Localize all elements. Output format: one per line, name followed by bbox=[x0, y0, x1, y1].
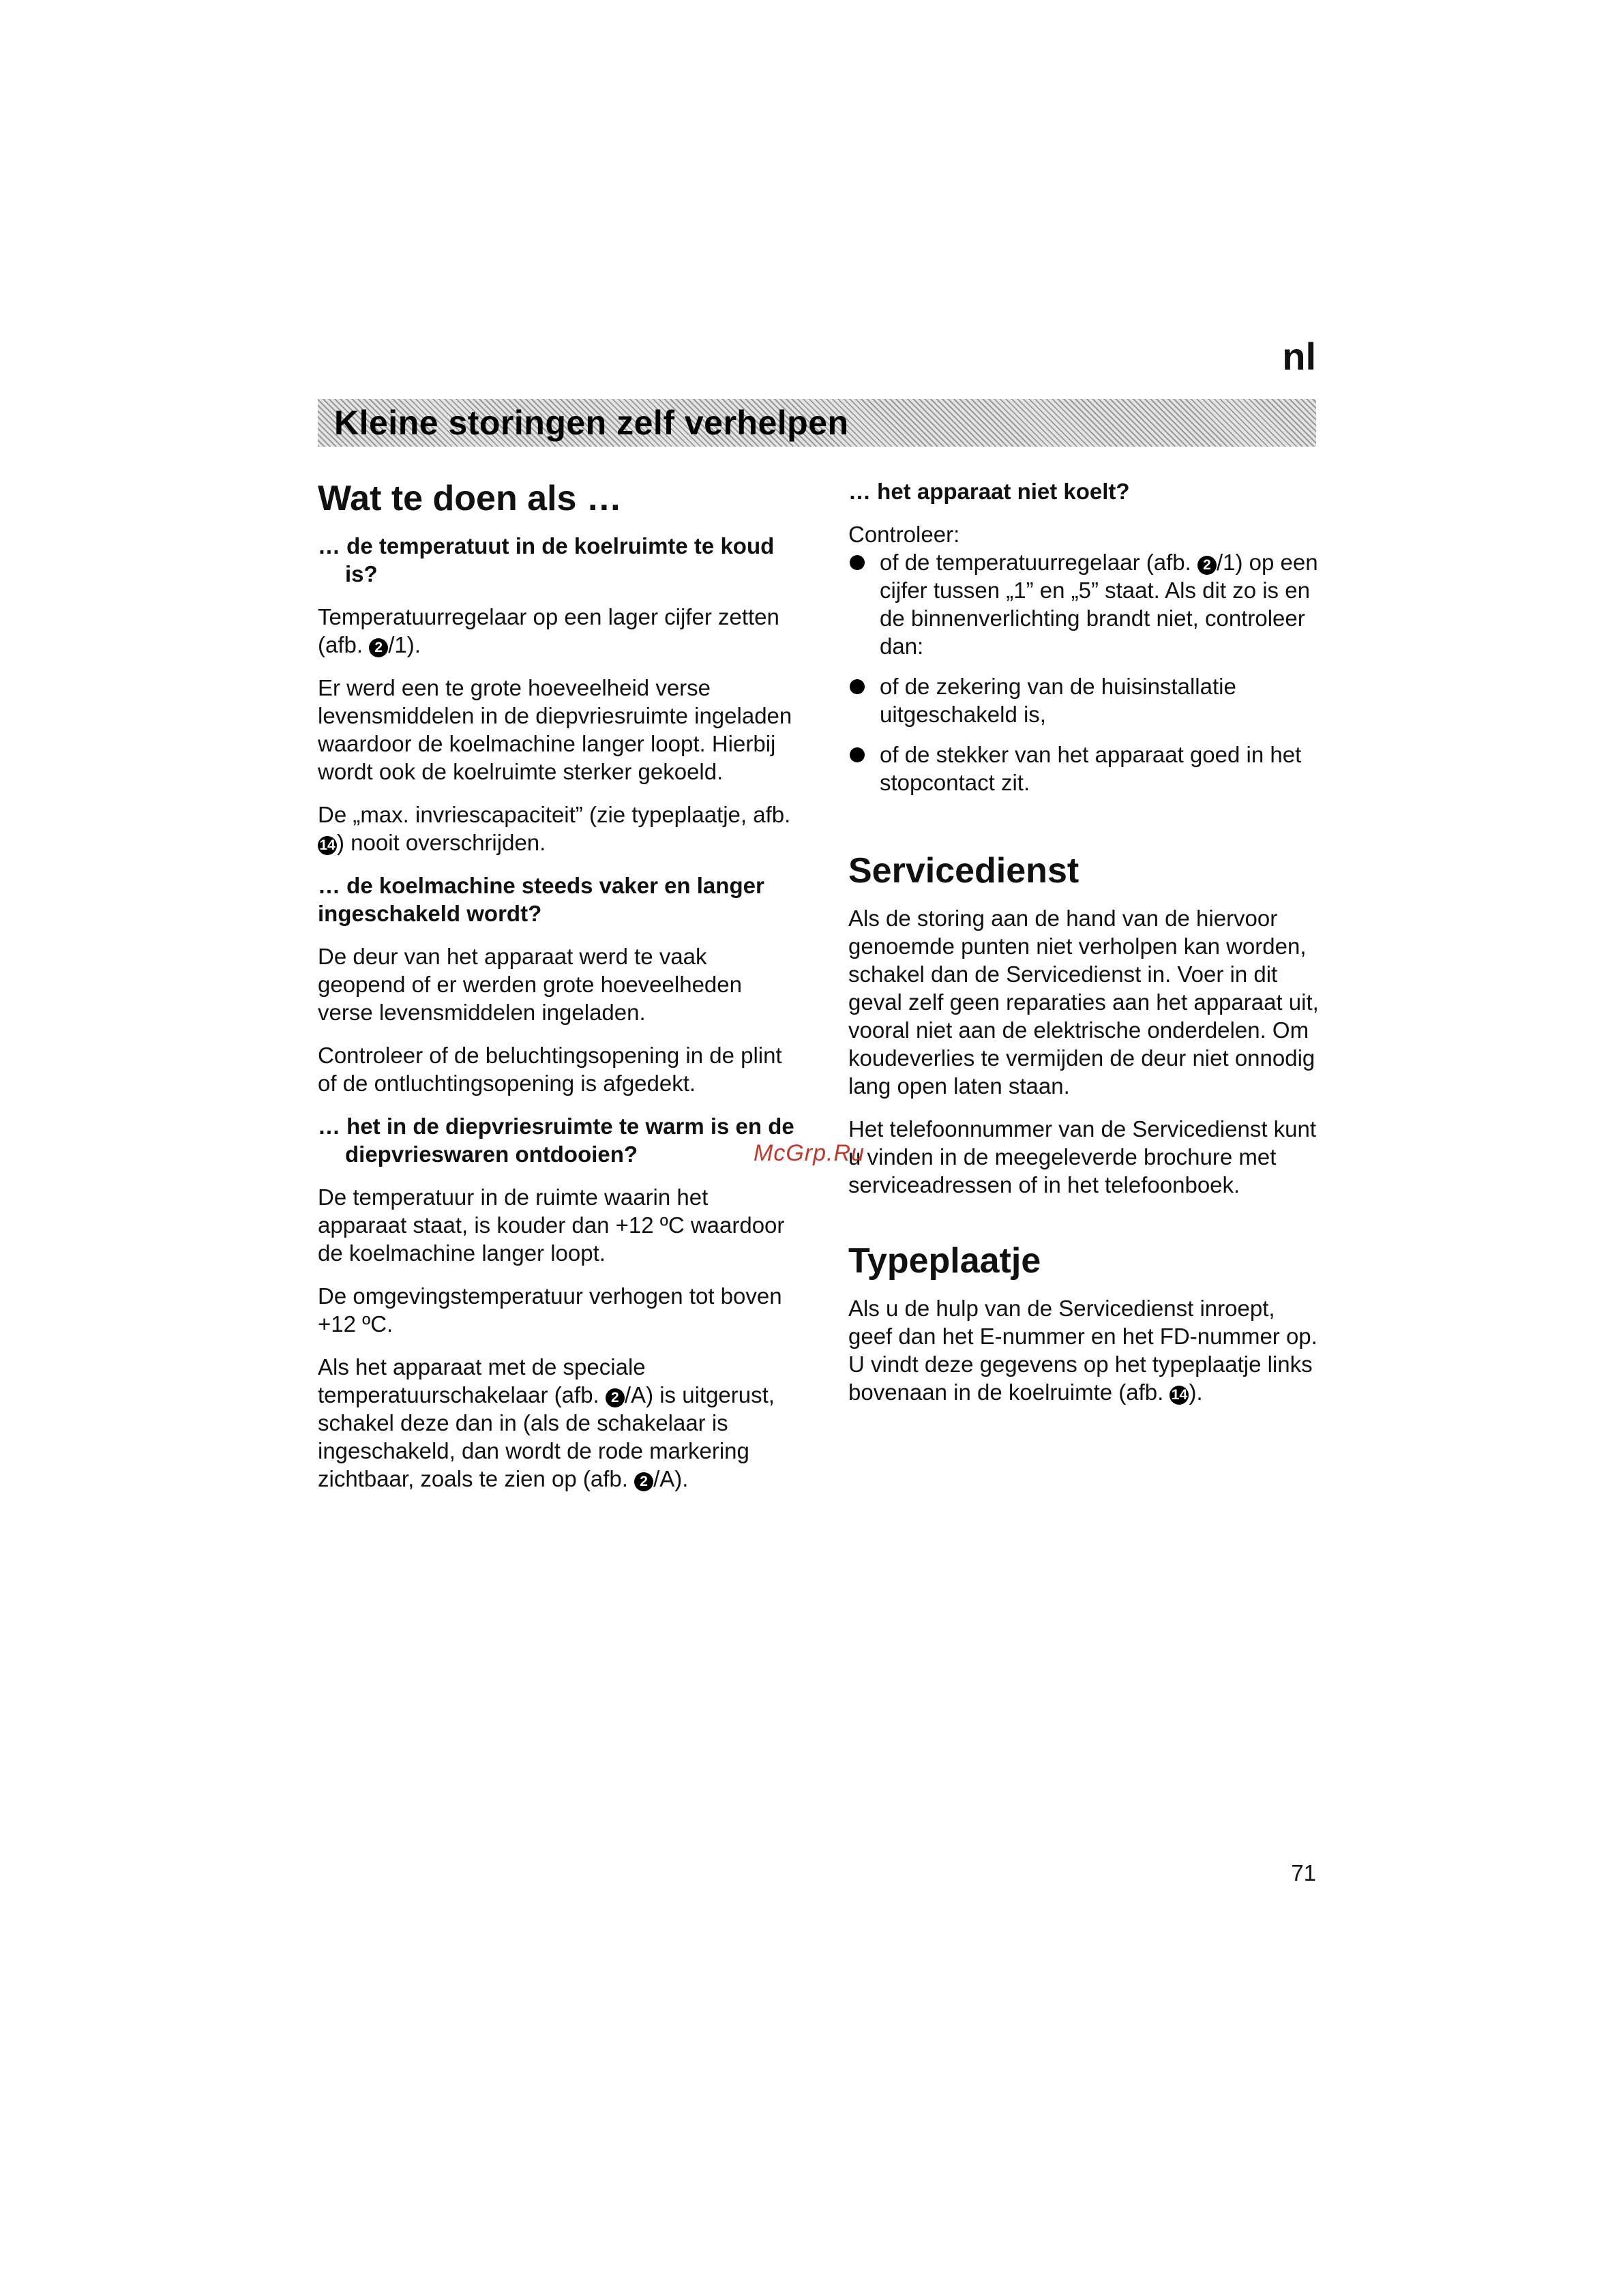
figure-ref-badge: 2 bbox=[606, 1388, 625, 1407]
question-koelmachine: … de koelmachine steeds vaker en langer ingeschakeld wordt? bbox=[318, 873, 764, 926]
figure-ref-badge: 14 bbox=[1170, 1386, 1189, 1405]
bullet-icon bbox=[850, 679, 865, 694]
heading-servicedienst: Servicedienst bbox=[848, 851, 1079, 891]
question-te-warm: … het in de diepvriesruimte te warm is en de diepvrieswaren ontdooien? bbox=[318, 1114, 794, 1167]
bullet-icon bbox=[850, 555, 865, 570]
paragraph: Als u de hulp van de Servicedienst inroept, geef dan het E-nummer en het FD-nummer op. U vindt deze gegevens op het typeplaatje links bovenaan in de koelruimte (afb. 14). bbox=[848, 1296, 1317, 1405]
question-niet-koelt: … het apparaat niet koelt? bbox=[848, 479, 1130, 504]
figure-ref-badge: 2 bbox=[1197, 556, 1217, 575]
paragraph: Temperatuurregelaar op een lager cijfer zetten (afb. 2 /1). bbox=[318, 604, 779, 657]
controleer-label: Controleer: bbox=[848, 522, 960, 547]
banner-title: Kleine storingen zelf verhelpen bbox=[334, 404, 849, 442]
paragraph: Controleer of de beluchtingsopening in de plint of de ontluchtingsopening is afgedekt. bbox=[318, 1043, 782, 1096]
check-list bbox=[848, 548, 1319, 796]
paragraph: De omgevingstemperatuur verhogen tot boven +12 ºC. bbox=[318, 1283, 782, 1337]
heading-typeplaatje: Typeplaatje bbox=[848, 1241, 1041, 1281]
figure-ref-badge: 14 bbox=[318, 836, 337, 855]
watermark: McGrp.Ru bbox=[754, 1140, 865, 1166]
paragraph: Het telefoonnummer van de Servicedienst kunt u vinden in de meegeleverde brochure met serviceadressen of in het telefoonboek. bbox=[848, 1116, 1317, 1197]
page-number: 71 bbox=[1291, 1860, 1316, 1885]
figure-ref-badge: 2 bbox=[634, 1472, 653, 1491]
language-tag: nl bbox=[1282, 335, 1316, 378]
paragraph: De deur van het apparaat werd te vaak geopend of er werden grote hoeveelheden verse levensmiddelen ingeladen. bbox=[318, 944, 742, 1025]
heading-wat-te-doen: Wat te doen als … bbox=[318, 479, 622, 518]
question-te-koud: … de temperatuut in de koelruimte te koud is? bbox=[318, 533, 775, 586]
paragraph: Als de storing aan de hand van de hiervoor genoemde punten niet verholpen kan worden, schakel dan de Servicedienst in. Voer in dit geval zelf geen reparaties aan het apparaat uit, vooral niet aan de elektrische onderdelen. Om koudeverlies te vermijden de deur niet onnodig lang open laten staan. bbox=[848, 906, 1319, 1099]
paragraph: Er werd een te grote hoeveelheid verse levensmiddelen in de diepvriesruimte ingeladen waardoor de koelmachine langer loopt. Hierbij wordt ook de koelruimte sterker gekoeld. bbox=[318, 675, 792, 784]
left-column bbox=[318, 477, 795, 1493]
paragraph: De temperatuur in de ruimte waarin het apparaat staat, is kouder dan +12 ºC waardoor de koelmachine langer loopt. bbox=[318, 1184, 785, 1266]
section-banner bbox=[318, 399, 1316, 447]
paragraph: Als het apparaat met de speciale temperatuurschakelaar (afb. 2 /A) is uitgerust, schakel deze dan in (als de schakelaar is ingeschakeld, dan wordt de rode markering zichtbaar, zoals te zien op (afb. 2 /A). bbox=[318, 1354, 775, 1491]
figure-ref-badge: 2 bbox=[369, 638, 388, 657]
list-item: of de temperatuurregelaar (afb. 2 /1) op een cijfer tussen „1” en „5” staat. Als dit zo is en de binnenverlichting brandt niet, controleer dan: bbox=[848, 548, 1319, 660]
list-item: of de zekering van de huisinstallatie uitgeschakeld is, bbox=[848, 672, 1319, 728]
bullet-icon bbox=[850, 747, 865, 762]
list-item: of de stekker van het apparaat goed in het stopcontact zit. bbox=[848, 741, 1319, 796]
right-column bbox=[848, 477, 1319, 1406]
paragraph: De „max. invriescapaciteit” (zie typeplaatje, afb. 14) nooit overschrijden. bbox=[318, 802, 791, 855]
